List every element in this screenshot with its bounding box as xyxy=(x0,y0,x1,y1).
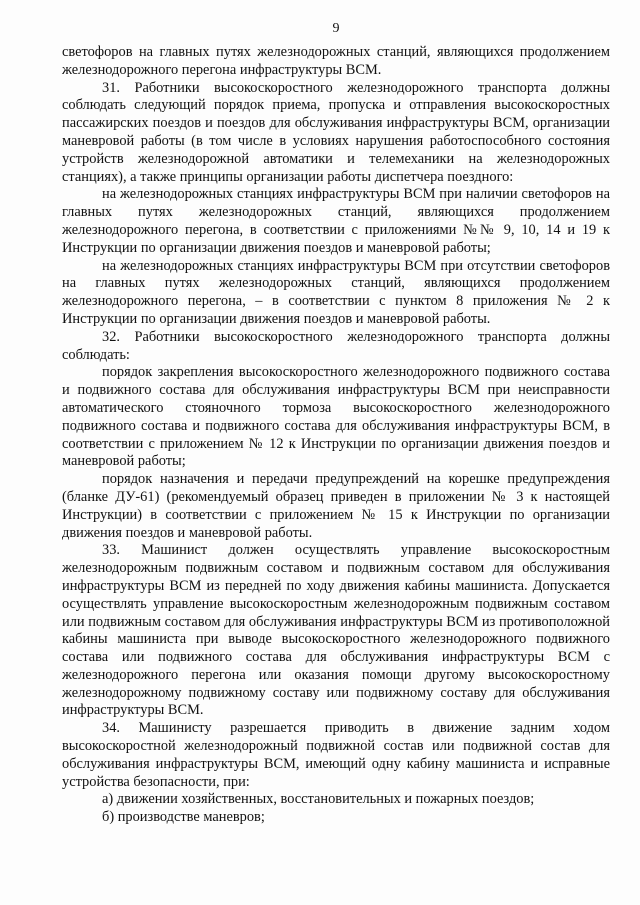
paragraph-32-item-1: порядок закрепления высокоскоростного железнодорожного подвижного состава и подвижного состава для обслуживания инфраструктуры ВСМ при неисправности автоматического стояночного тормоза высокоскоростного железнодорожного подвижного состава и подвижного состава для обслуживания инфраструктуры ВСМ, в соответствии с приложением № 12 к Инструкции по организации движения поездов и маневровой работы; xyxy=(62,364,610,470)
paragraph-continuation: светофоров на главных путях железнодорожных станций, являющихся продолжением железнодорожного перегона инфраструктуры ВСМ. xyxy=(62,44,610,78)
paragraph-34-item-b: б) производстве маневров; xyxy=(102,809,265,826)
paragraph-34: 34. Машинисту разрешается приводить в движение задним ходом высокоскоростной железнодорожный подвижной состав или подвижной состав для обслуживания инфраструктуры ВСМ, имеющий одну кабину машиниста и исправные устройства безопасности, при: xyxy=(62,720,610,790)
paragraph-31-item-2: на железнодорожных станциях инфраструктуры ВСМ при отсутствии светофоров на главных путях железнодорожных станций, являющихся продолжением железнодорожного перегона, – в соответствии с пунктом 8 приложения № 2 к Инструкции по организации движения поездов и маневровой работы. xyxy=(62,257,610,327)
document-body xyxy=(62,44,610,827)
paragraph-31-item-1: на железнодорожных станциях инфраструктуры ВСМ при наличии светофоров на главных путях железнодорожных станций, являющихся продолжением железнодорожного перегона, в соответствии с приложениями №№ 9, 10, 14 и 19 к Инструкции по организации движения поездов и маневровой работы; xyxy=(62,186,610,256)
paragraph-34-item-a: а) движении хозяйственных, восстановительных и пожарных поездов; xyxy=(102,791,535,808)
paragraph-31: 31. Работники высокоскоростного железнодорожного транспорта должны соблюдать следующий порядок приема, пропуска и отправления высокоскоростных пассажирских поездов и поездов для обслуживания инфраструктуры ВСМ, организации маневровой работы (в том числе в условиях нарушения работоспособного состояния устройств железнодорожной автоматики и телемеханики на железнодорожных станциях), а также принципы организации работы диспетчера поездного: xyxy=(62,79,610,185)
paragraph-32: 32. Работники высокоскоростного железнодорожного транспорта должны соблюдать: xyxy=(62,328,610,363)
page-number: 9 xyxy=(332,21,340,36)
paragraph-32-item-2: порядок назначения и передачи предупреждений на корешке предупреждения (бланке ДУ-61) (рекомендуемый образец приведен в приложении № 3 к настоящей Инструкции) в соответствии с приложением № 15 к Инструкции по организации движения поездов и маневровой работы. xyxy=(62,471,610,541)
paragraph-33: 33. Машинист должен осуществлять управление высокоскоростным железнодорожным подвижным составом и подвижным составом для обслуживания инфраструктуры ВСМ из передней по ходу движения кабины машиниста. Допускается осуществлять управление высокоскоростным железнодорожным подвижным составом или подвижным составом для обслуживания инфраструктуры ВСМ из противоположной кабины машиниста при выводе высокоскоростного железнодорожного подвижного состава или подвижного состава для обслуживания инфраструктуры ВСМ с железнодорожного перегона или оказания помощи другому высокоскоростному железнодорожному подвижному составу или подвижному составу для обслуживания инфраструктуры ВСМ. xyxy=(62,542,610,719)
